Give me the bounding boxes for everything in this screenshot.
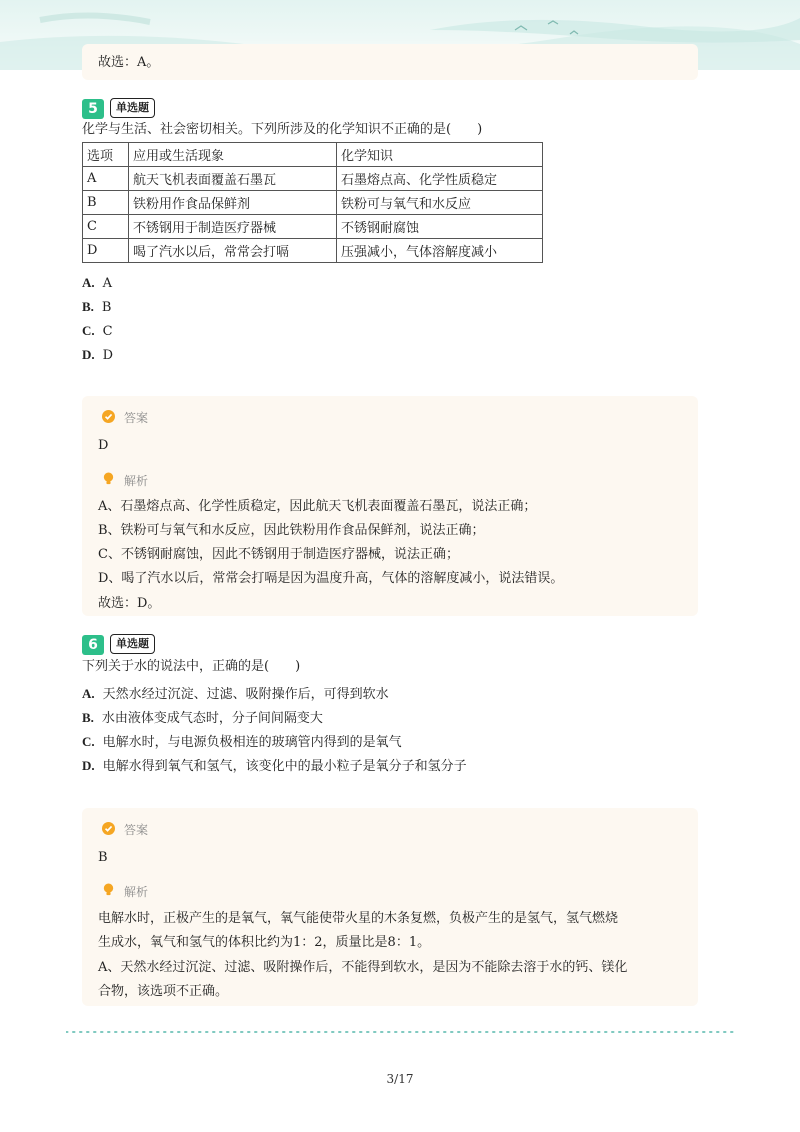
prev-conclusion: 故选：A。 [98, 55, 160, 70]
table-header-row [83, 143, 543, 167]
table-cell: 压强减小，气体溶解度减小 [337, 239, 543, 263]
option-letter: B. [82, 710, 94, 725]
analysis-line: A、石墨熔点高、化学性质稳定，因此航天飞机表面覆盖石墨瓦，说法正确； [98, 499, 537, 514]
question-stem: 化学与生活、社会密切相关。下列所涉及的化学知识不正确的是( ) [82, 122, 483, 137]
question-number: 5 [82, 99, 104, 119]
question-stem: 下列关于水的说法中，正确的是( ) [82, 659, 301, 674]
question-table [82, 142, 543, 263]
option-c[interactable] [82, 733, 402, 752]
table-header-cell: 选项 [83, 143, 129, 167]
analysis-line: 故选：D。 [98, 596, 161, 611]
check-circle-icon [102, 822, 115, 835]
option-b[interactable] [82, 298, 111, 317]
option-text: 水由液体变成气态时，分子间间隔变大 [101, 711, 323, 726]
answer-label: 答案 [124, 411, 149, 425]
table-cell: D [83, 239, 129, 263]
question-type-badge: 单选题 [110, 98, 155, 118]
table-row [83, 167, 543, 191]
table-cell: 喝了汽水以后，常常会打嗝 [129, 239, 337, 263]
option-letter: C. [82, 323, 95, 338]
analysis-line: B、铁粉可与氧气和水反应，因此铁粉用作食品保鲜剂，说法正确； [98, 523, 485, 538]
table-cell: 航天飞机表面覆盖石墨瓦 [129, 167, 337, 191]
option-d[interactable] [82, 346, 113, 365]
answer-label: 答案 [124, 823, 149, 837]
analysis-line: D、喝了汽水以后，常常会打嗝是因为温度升高，气体的溶解度减小，说法错误。 [98, 571, 564, 586]
analysis-line: C、不锈钢耐腐蚀，因此不锈钢用于制造医疗器械，说法正确； [98, 547, 459, 562]
option-text: D [102, 348, 114, 363]
option-text: 天然水经过沉淀、过滤、吸附操作后，可得到软水 [102, 687, 389, 702]
table-cell: 石墨熔点高、化学性质稳定 [337, 167, 543, 191]
option-d[interactable] [82, 757, 467, 776]
table-row [83, 191, 543, 215]
option-text: A [102, 276, 113, 291]
option-letter: B. [82, 299, 94, 314]
prev-analysis-panel [82, 44, 698, 80]
option-a[interactable] [82, 685, 389, 704]
analysis-line: A、天然水经过沉淀、过滤、吸附操作后，不能得到软水，是因为不能除去溶于水的钙、镁化 [98, 960, 628, 975]
question-number: 6 [82, 635, 104, 655]
table-row [83, 215, 543, 239]
option-text: B [101, 300, 112, 315]
dotted-divider [66, 1030, 734, 1034]
option-letter: A. [82, 275, 95, 290]
option-letter: D. [82, 758, 95, 773]
analysis-label: 解析 [124, 885, 149, 899]
answer-value: D [98, 438, 109, 453]
answer-value: B [98, 850, 108, 865]
question-type-badge: 单选题 [110, 634, 155, 654]
option-b[interactable] [82, 709, 323, 728]
option-text: 电解水得到氧气和氢气，该变化中的最小粒子是氧分子和氢分子 [102, 759, 467, 774]
table-header-cell: 化学知识 [337, 143, 543, 167]
table-row [83, 239, 543, 263]
table-cell: B [83, 191, 129, 215]
option-letter: C. [82, 734, 95, 749]
option-text: 电解水时，与电源负极相连的玻璃管内得到的是氧气 [102, 735, 402, 750]
table-cell: 不锈钢用于制造医疗器械 [129, 215, 337, 239]
option-text: C [102, 324, 113, 339]
analysis-line: 合物，该选项不正确。 [98, 984, 229, 999]
option-letter: D. [82, 347, 95, 362]
lightbulb-icon [102, 472, 115, 485]
option-letter: A. [82, 686, 95, 701]
analysis-line: 生成水，氧气和氢气的体积比约为1：2，质量比是8：1。 [98, 935, 431, 950]
table-header-cell: 应用或生活现象 [129, 143, 337, 167]
table-cell: 铁粉用作食品保鲜剂 [129, 191, 337, 215]
analysis-label: 解析 [124, 474, 149, 488]
option-c[interactable] [82, 322, 113, 341]
check-circle-icon [102, 410, 115, 423]
table-cell: C [83, 215, 129, 239]
table-cell: 铁粉可与氧气和水反应 [337, 191, 543, 215]
table-cell: 不锈钢耐腐蚀 [337, 215, 543, 239]
analysis-line: 电解水时，正极产生的是氧气，氧气能使带火星的木条复燃，负极产生的是氢气，氢气燃烧 [98, 911, 619, 926]
option-a[interactable] [82, 274, 112, 293]
table-cell: A [83, 167, 129, 191]
lightbulb-icon [102, 883, 115, 896]
page-number: 3/17 [386, 1072, 414, 1086]
